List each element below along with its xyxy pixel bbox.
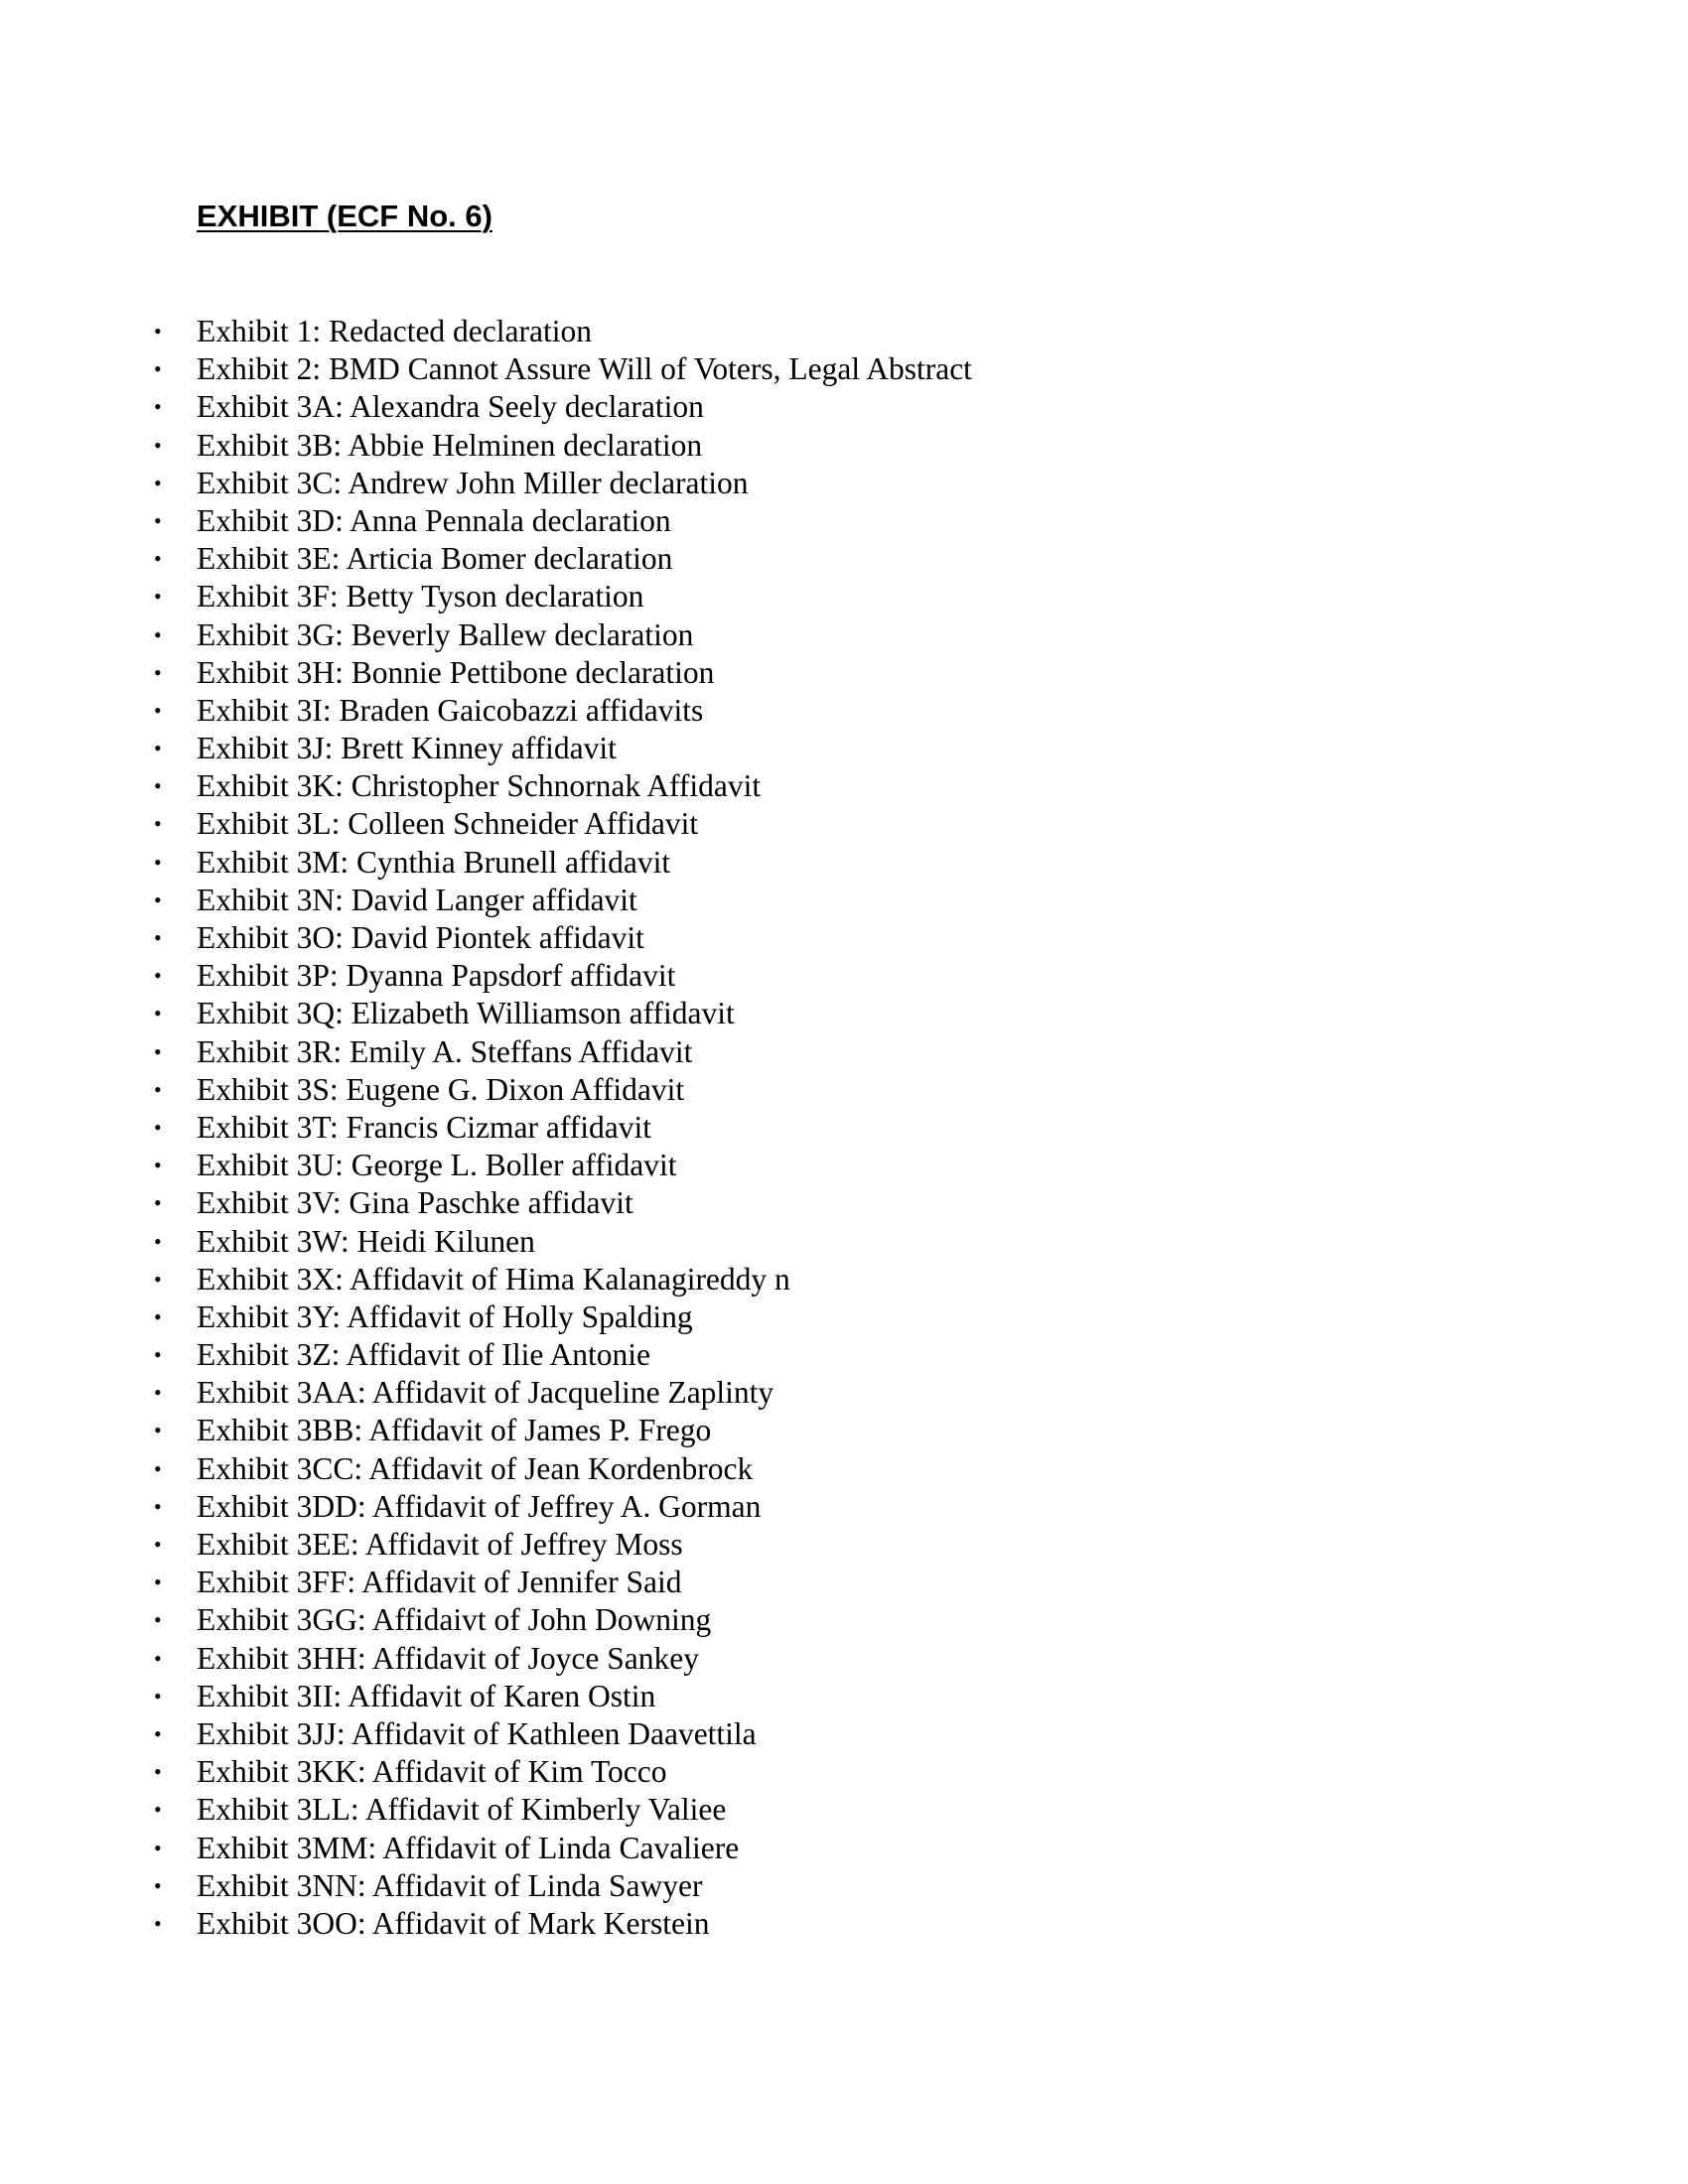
- page-title: EXHIBIT (ECF No. 6): [197, 199, 492, 233]
- bullet-icon: •: [154, 1153, 162, 1178]
- exhibit-label: Exhibit 3H: Bonnie Pettibone declaration: [197, 654, 715, 690]
- bullet-icon: •: [154, 1418, 162, 1443]
- bullet-icon: •: [154, 356, 162, 382]
- bullet-icon: •: [154, 1001, 162, 1026]
- bullet-icon: •: [154, 1683, 162, 1708]
- bullet-icon: •: [154, 1607, 162, 1633]
- bullet-icon: •: [154, 1797, 162, 1823]
- bullet-icon: •: [154, 659, 162, 685]
- bullet-icon: •: [154, 1759, 162, 1785]
- exhibit-label: Exhibit 3A: Alexandra Seely declaration: [197, 389, 704, 425]
- bullet-icon: •: [154, 1190, 162, 1216]
- bullet-icon: •: [154, 773, 162, 799]
- bullet-icon: •: [154, 432, 162, 458]
- bullet-icon: •: [154, 1342, 162, 1368]
- exhibit-label: Exhibit 3AA: Affidavit of Jacqueline Zaplinty: [197, 1375, 774, 1411]
- exhibit-label: Exhibit 3G: Beverly Ballew declaration: [197, 616, 694, 652]
- exhibit-label: Exhibit 3U: George L. Boller affidavit: [197, 1148, 677, 1183]
- exhibit-label: Exhibit 3E: Articia Bomer declaration: [197, 541, 673, 577]
- exhibit-label: Exhibit 3NN: Affidavit of Linda Sawyer: [197, 1867, 703, 1903]
- bullet-icon: •: [154, 849, 162, 875]
- exhibit-label: Exhibit 3Y: Affidavit of Holly Spalding: [197, 1298, 693, 1334]
- exhibit-label: Exhibit 3II: Affidavit of Karen Ostin: [197, 1678, 656, 1713]
- exhibit-label: Exhibit 3EE: Affidavit of Jeffrey Moss: [197, 1527, 683, 1562]
- bullet-icon: •: [154, 1532, 162, 1557]
- exhibit-label: Exhibit 3P: Dyanna Papsdorf affidavit: [197, 958, 676, 994]
- exhibit-label: Exhibit 3FF: Affidavit of Jennifer Said: [197, 1565, 682, 1600]
- bullet-icon: •: [154, 963, 162, 989]
- exhibit-label: Exhibit 3R: Emily A. Steffans Affidavit: [197, 1033, 693, 1069]
- bullet-icon: •: [154, 546, 162, 572]
- exhibit-label: Exhibit 3D: Anna Pennala declaration: [197, 502, 671, 538]
- bullet-icon: •: [154, 925, 162, 950]
- exhibit-label: Exhibit 3B: Abbie Helminen declaration: [197, 427, 703, 463]
- bullet-icon: •: [154, 584, 162, 610]
- exhibit-label: Exhibit 3Q: Elizabeth Williamson affidavit: [197, 996, 735, 1031]
- exhibit-label: Exhibit 3J: Brett Kinney affidavit: [197, 731, 617, 766]
- exhibit-label: Exhibit 3S: Eugene G. Dixon Affidavit: [197, 1071, 685, 1107]
- exhibit-label: Exhibit 3M: Cynthia Brunell affidavit: [197, 844, 671, 880]
- exhibit-label: Exhibit 3OO: Affidavit of Mark Kerstein: [197, 1905, 710, 1941]
- bullet-icon: •: [154, 1835, 162, 1860]
- exhibit-label: Exhibit 3BB: Affidavit of James P. Frego: [197, 1413, 712, 1448]
- bullet-icon: •: [154, 1076, 162, 1102]
- bullet-icon: •: [154, 1493, 162, 1519]
- bullet-icon: •: [154, 1455, 162, 1481]
- bullet-icon: •: [154, 621, 162, 647]
- exhibit-label: Exhibit 3L: Colleen Schneider Affidavit: [197, 806, 699, 842]
- exhibit-label: Exhibit 3C: Andrew John Miller declaration: [197, 465, 749, 500]
- exhibit-label: Exhibit 3Z: Affidavit of Ilie Antonie: [197, 1337, 650, 1373]
- exhibit-label: Exhibit 3F: Betty Tyson declaration: [197, 579, 644, 614]
- bullet-icon: •: [154, 1380, 162, 1406]
- bullet-icon: •: [154, 1228, 162, 1254]
- bullet-icon: •: [154, 1570, 162, 1595]
- exhibit-label: Exhibit 2: BMD Cannot Assure Will of Voters, Legal Abstract: [197, 351, 972, 387]
- exhibit-label: Exhibit 3DD: Affidavit of Jeffrey A. Gorman: [197, 1488, 762, 1524]
- bullet-icon: •: [154, 1872, 162, 1898]
- exhibit-label: Exhibit 3KK: Affidavit of Kim Tocco: [197, 1754, 667, 1790]
- exhibit-label: Exhibit 3GG: Affidaivt of John Downing: [197, 1602, 712, 1638]
- bullet-icon: •: [154, 1266, 162, 1292]
- bullet-icon: •: [154, 1038, 162, 1064]
- bullet-icon: •: [154, 1910, 162, 1936]
- exhibit-label: Exhibit 1: Redacted declaration: [197, 314, 592, 348]
- exhibit-label: Exhibit 3X: Affidavit of Hima Kalanagireddy n: [197, 1261, 790, 1297]
- bullet-icon: •: [154, 319, 162, 343]
- exhibit-label: Exhibit 3W: Heidi Kilunen: [197, 1223, 535, 1259]
- bullet-icon: •: [154, 1720, 162, 1746]
- bullet-icon: •: [154, 1645, 162, 1671]
- exhibit-label: Exhibit 3JJ: Affidavit of Kathleen Daavettila: [197, 1715, 757, 1751]
- bullet-icon: •: [154, 1114, 162, 1140]
- exhibit-label: Exhibit 3V: Gina Paschke affidavit: [197, 1185, 633, 1221]
- exhibit-label: Exhibit 3T: Francis Cizmar affidavit: [197, 1109, 651, 1145]
- exhibit-label: Exhibit 3N: David Langer affidavit: [197, 882, 637, 917]
- exhibit-label: Exhibit 3CC: Affidavit of Jean Kordenbrock: [197, 1450, 754, 1486]
- exhibit-label: Exhibit 3HH: Affidavit of Joyce Sankey: [197, 1640, 699, 1676]
- exhibit-label: Exhibit 3O: David Piontek affidavit: [197, 920, 644, 955]
- bullet-icon: •: [154, 811, 162, 837]
- bullet-icon: •: [154, 394, 162, 420]
- exhibit-label: Exhibit 3K: Christopher Schnornak Affidavit: [197, 768, 762, 804]
- bullet-icon: •: [154, 697, 162, 723]
- bullet-icon: •: [154, 507, 162, 533]
- exhibit-label: Exhibit 3I: Braden Gaicobazzi affidavits: [197, 692, 704, 728]
- bullet-icon: •: [154, 887, 162, 912]
- bullet-icon: •: [154, 1303, 162, 1329]
- exhibit-label: Exhibit 3LL: Affidavit of Kimberly Valiee: [197, 1792, 727, 1828]
- bullet-icon: •: [154, 736, 162, 761]
- exhibit-label: Exhibit 3MM: Affidavit of Linda Cavaliere: [197, 1830, 740, 1865]
- bullet-icon: •: [154, 470, 162, 495]
